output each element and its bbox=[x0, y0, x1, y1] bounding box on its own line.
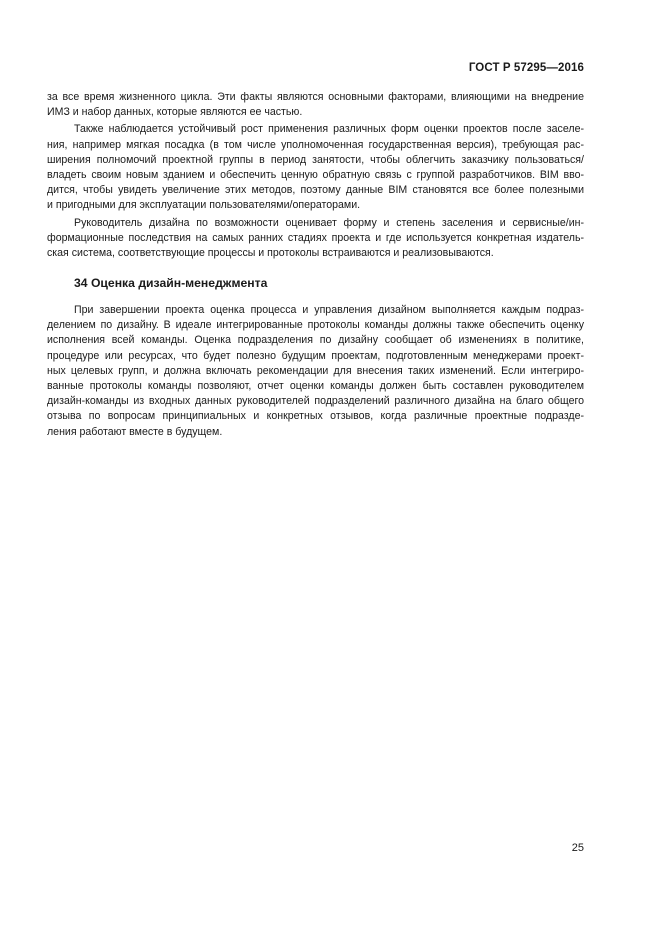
paragraph-line: отзыва по вопросам принципиальных и конкретных отзывов, когда различные проектные подразде- bbox=[47, 410, 584, 423]
paragraph-3 bbox=[47, 216, 584, 262]
paragraph-2 bbox=[47, 122, 584, 213]
paragraph-line: Руководитель дизайна по возможности оценивает форму и степень заселения и сервисные/ин- bbox=[74, 216, 584, 229]
paragraph-line: ИМЗ и набор данных, которые являются ее частью. bbox=[47, 106, 303, 119]
page-content bbox=[47, 90, 584, 440]
paragraph-line: При завершении проекта оценка процесса и управления дизайном выполняется каждым подраз- bbox=[74, 304, 584, 317]
paragraph-line: ных целевых групп, и должна включать рекомендации для внесения таких изменений. Если интегриро- bbox=[47, 364, 584, 377]
paragraph-line: формационные последствия на самых ранних стадиях проекта и где используется конкретная издатель- bbox=[47, 231, 584, 244]
section-heading: 34 Оценка дизайн-менеджмента bbox=[74, 276, 268, 291]
paragraph-line: владеть своим новым зданием и обеспечить ценную обратную связь с группой разработчиков. BIM вво- bbox=[47, 168, 584, 181]
paragraph-line: исполнения всей команды. Оценка подразделения по дизайну сообщает об изменениях в политике, bbox=[47, 334, 584, 347]
section-paragraph bbox=[47, 303, 584, 440]
paragraph-line: Также наблюдается устойчивый рост применения различных форм оценки проектов после заселе- bbox=[74, 123, 584, 136]
paragraph-line: ления работают вместе в будущем. bbox=[47, 425, 223, 438]
paragraph-line: ния, например мягкая посадка (в том числе уполномоченная государственная версия), требующая рас- bbox=[47, 138, 584, 151]
paragraph-line: процедуре или ресурсах, что будет полезно будущим проектам, подготовленным менеджерами проект- bbox=[47, 349, 584, 362]
paragraph-line: за все время жизненного цикла. Эти факты являются основными факторами, влияющими на внедрение bbox=[47, 91, 584, 103]
page-number: 25 bbox=[571, 842, 584, 854]
paragraph-line: ская система, соответствующие процессы и протоколы встраиваются и реализовываются. bbox=[47, 246, 494, 259]
paragraph-line: дится, чтобы увидеть увеличение этих методов, поэтому данные BIM становятся все более полезными bbox=[47, 184, 584, 197]
document-code-header: ГОСТ Р 57295—2016 bbox=[468, 62, 584, 74]
paragraph-line: дизайн-команды из входных данных руководителей подразделений различного дизайна на благо общего bbox=[47, 395, 584, 408]
paragraph-1 bbox=[47, 90, 584, 120]
paragraph-line: ванные протоколы команды позволяют, отчет оценки команды должен быть составлен руководителем bbox=[47, 380, 584, 392]
paragraph-line: делением по дизайну. В идеале интегрированные протоколы команды должны также обеспечить оценку bbox=[47, 319, 584, 332]
paragraph-line: и пригодными для эксплуатации пользователями/операторами. bbox=[47, 199, 361, 212]
paragraph-line: ширения полномочий проектной группы в период занятости, чтобы облегчить заказчику пользоваться/ bbox=[47, 153, 584, 166]
